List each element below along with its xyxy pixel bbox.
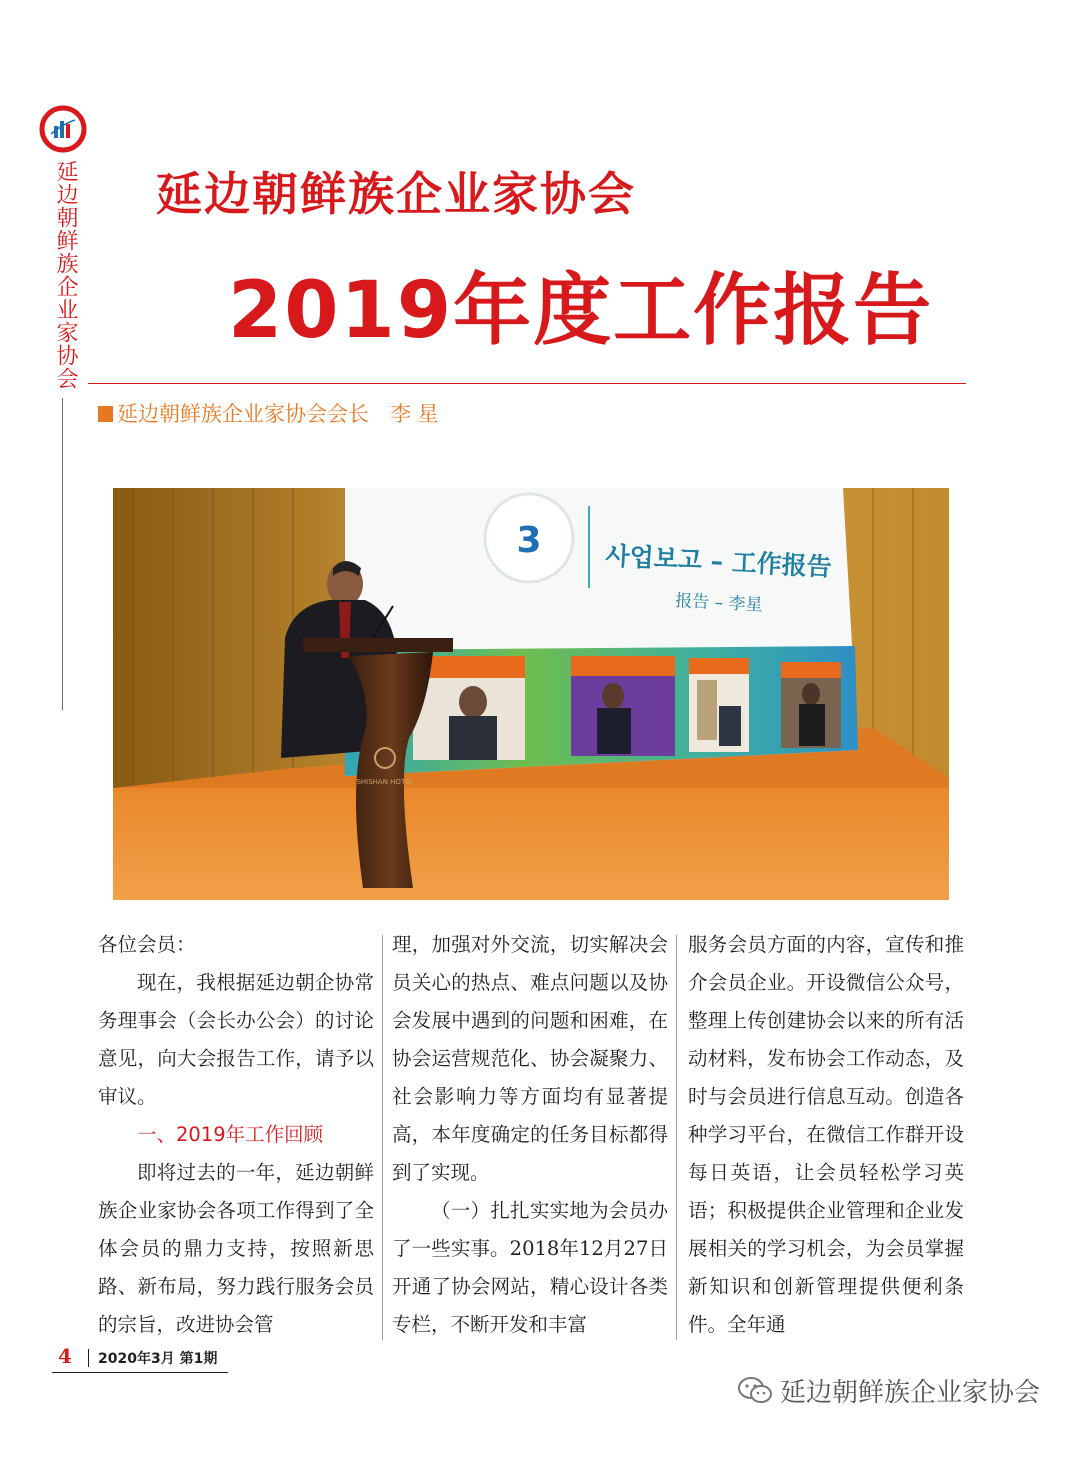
- body-column-3: [688, 926, 964, 1344]
- column-divider-2: [676, 935, 677, 1340]
- byline-square-icon: [98, 406, 113, 422]
- wechat-icon: [736, 1374, 774, 1408]
- sidebar-divider: [62, 398, 63, 710]
- body-paragraph: 即将过去的一年，延边朝鲜族企业家协会各项工作得到了全体会员的鼎力支持，按照新思路、新布局，努力践行服务会员的宗旨，改进协会管: [98, 1161, 374, 1336]
- conference-photo: [113, 488, 949, 900]
- association-logo-icon: [38, 104, 88, 154]
- slide-subtitle: 报告 – 李星: [674, 591, 763, 616]
- body-paragraph: 服务会员方面的内容，宣传和推介会员企业。开设微信公众号，整理上传创建协会以来的所有活动材料，发布协会工作动态，及时与会员进行信息互动。创造各种学习平台，在微信工作群开设每日英语，让会员轻松学习英语；积极提供企业管理和企业发展相关的学习机会，为会员掌握新知识和创新管理提供便利条件。全年通: [688, 933, 964, 1336]
- body-paragraph: （一）扎扎实实地为会员办了一些实事。2018年12月27日开通了协会网站，精心设计各类专栏，不断开发和丰富: [392, 1199, 668, 1336]
- article-title-line1: 延边朝鲜族企业家协会: [156, 167, 636, 221]
- section-heading: 一、2019年工作回顾: [137, 1123, 324, 1146]
- issue-label: 2020年3月 第1期: [98, 1351, 218, 1367]
- footer-divider: [52, 1372, 228, 1373]
- article-title-line2: 2019年度工作报告: [228, 266, 934, 356]
- byline-text: 延边朝鲜族企业家协会会长 李 星: [117, 402, 439, 426]
- body-paragraph: 现在，我根据延边朝企协常务理事会（会长办公会）的讨论意见，向大会报告工作，请予以审议。: [98, 971, 374, 1108]
- footer-separator: [88, 1349, 89, 1367]
- slide-title: 사업보고 – 工作报告: [604, 541, 833, 582]
- page-number: 4: [58, 1344, 72, 1368]
- column-divider-1: [382, 935, 383, 1340]
- body-paragraph: 理，加强对外交流，切实解决会员关心的热点、难点问题以及协会发展中遇到的问题和困难，在协会运营规范化、协会凝聚力、社会影响力等方面均有显著提高，本年度确定的任务目标都得到了实现。: [392, 933, 668, 1184]
- title-divider: [88, 383, 966, 384]
- sidebar-vertical-title: 延边朝鲜族企业家协会: [53, 160, 78, 390]
- author-byline: [98, 398, 439, 428]
- body-paragraph: 各位会员：: [98, 933, 196, 956]
- body-column-1: [98, 926, 374, 1344]
- wechat-account-watermark: 延边朝鲜族企业家协会: [780, 1378, 1041, 1408]
- body-column-2: [392, 926, 668, 1344]
- podium-brand: SHISHAN HOTEL: [356, 778, 414, 786]
- slide-number: 3: [516, 520, 542, 561]
